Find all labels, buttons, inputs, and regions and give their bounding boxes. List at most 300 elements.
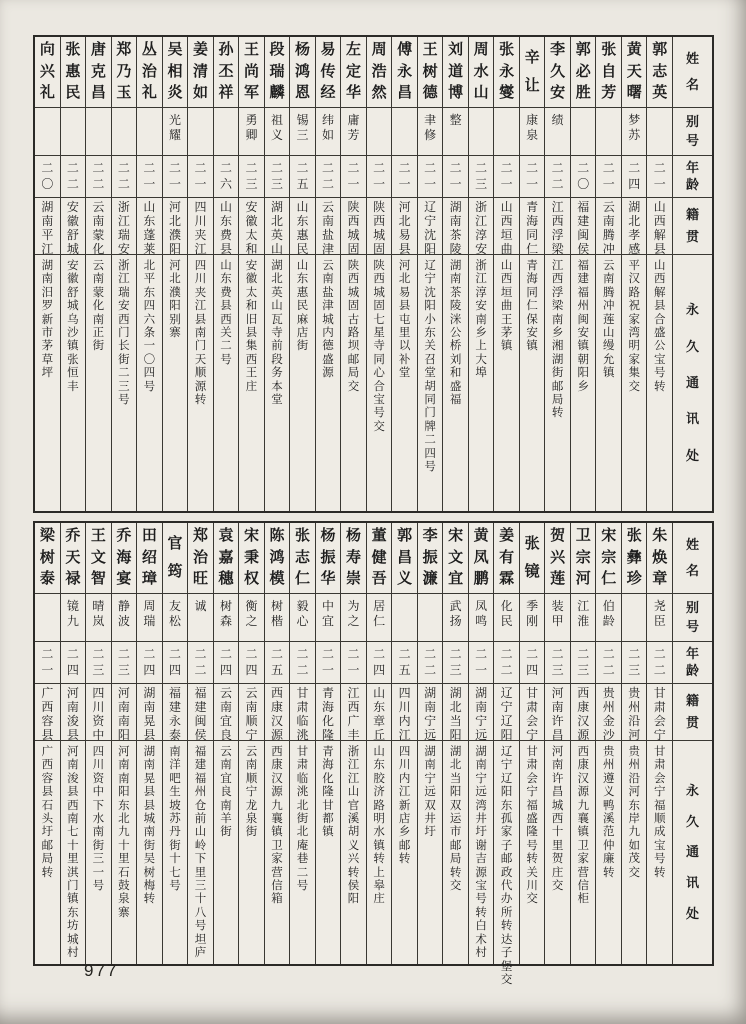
char: 顺: [653, 813, 666, 826]
char: 屯: [398, 313, 411, 326]
char: 二: [194, 647, 207, 662]
char: 河: [398, 260, 411, 272]
char: 三: [92, 663, 105, 677]
char: 海: [322, 759, 334, 772]
char: 山: [500, 200, 513, 214]
name-cell: [520, 37, 545, 107]
address-cell: [392, 254, 417, 511]
address-text: [450, 255, 462, 511]
char: 水: [373, 826, 385, 839]
char: 康: [526, 113, 539, 127]
char: 洣: [449, 313, 462, 326]
alias-text: [271, 108, 283, 155]
origin-cell: [494, 197, 519, 254]
age-text: [450, 642, 462, 683]
char: 固: [347, 241, 360, 256]
char: 江: [41, 241, 54, 256]
char: 隆: [322, 727, 335, 742]
char: 盛: [322, 353, 334, 366]
alias-cell: [137, 107, 162, 155]
char: 城: [143, 813, 156, 826]
char: 古: [347, 313, 360, 326]
address-cell: [596, 740, 621, 964]
origin-text: [686, 684, 699, 740]
name-text: [270, 37, 285, 107]
char: 东: [219, 213, 232, 228]
char: 乃: [116, 62, 132, 80]
age-cell: [469, 155, 494, 197]
char: 徽: [245, 273, 258, 286]
char: 天: [65, 548, 81, 566]
char: 贵: [602, 686, 615, 700]
alias-text: [143, 594, 155, 641]
char: 玉: [116, 84, 132, 102]
person-column: [417, 37, 443, 511]
address-text: [628, 741, 640, 964]
char: 务: [271, 367, 283, 380]
char: 湖: [271, 200, 284, 214]
char: 伯: [602, 599, 615, 613]
name-cell: [545, 37, 570, 107]
char: 源: [577, 727, 590, 742]
origin-cell: [443, 683, 468, 740]
address-text: [246, 741, 258, 964]
char: 店: [398, 813, 411, 826]
char: 营: [271, 866, 283, 879]
char: 浮: [551, 286, 564, 299]
char: 湖: [424, 746, 436, 758]
origin-cell: [188, 683, 213, 740]
name-text: [244, 37, 259, 107]
origin-cell: [622, 683, 647, 740]
origin-text: [424, 684, 436, 740]
person-column: [111, 523, 137, 964]
name-header-cell: [673, 523, 712, 593]
age-text: [220, 156, 232, 197]
char: 智: [90, 570, 106, 588]
char: 舒: [66, 227, 79, 242]
age-cell: [571, 641, 596, 683]
char: 二: [347, 161, 360, 176]
char: 淳: [475, 286, 487, 299]
age-text: [271, 642, 283, 683]
name-cell: [214, 37, 239, 107]
char: 七: [373, 313, 385, 326]
alias-text: [450, 108, 462, 155]
alias-text: [526, 108, 538, 155]
char: 南: [424, 699, 437, 714]
char: 二: [322, 647, 335, 662]
origin-cell: [418, 683, 443, 740]
char: 刘: [448, 41, 464, 59]
char: 福: [194, 772, 207, 785]
char: 郑: [192, 527, 208, 545]
address-text: [297, 255, 309, 511]
char: 隆: [526, 826, 538, 839]
address-cell: [188, 740, 213, 964]
origin-cell: [188, 197, 213, 254]
origin-text: [322, 198, 334, 254]
char: 宝: [653, 353, 666, 366]
age-text: [92, 156, 104, 197]
person-column: [238, 523, 264, 964]
char: 英: [652, 84, 668, 102]
char: 皋: [373, 880, 385, 893]
char: 县: [143, 786, 156, 799]
char: 南: [92, 313, 105, 326]
char: 下: [194, 853, 207, 866]
char: 祝: [628, 300, 640, 313]
char: 街: [169, 839, 181, 852]
char: 南: [92, 826, 105, 839]
char: 所: [500, 906, 513, 919]
origin-cell: [163, 683, 188, 740]
char: 阳: [117, 727, 130, 742]
char: 号: [220, 353, 232, 366]
char: 河: [66, 686, 79, 700]
char: 濂: [422, 570, 438, 588]
char: 湖: [271, 260, 283, 272]
char: 西: [653, 273, 666, 286]
char: 南: [118, 772, 130, 785]
name-text: [142, 523, 157, 593]
char: 广: [41, 746, 54, 758]
char: 康: [577, 759, 589, 772]
age-cell: [418, 641, 443, 683]
char: 云: [245, 746, 258, 758]
char: 北: [143, 260, 156, 272]
address-cell: [367, 740, 392, 964]
alias-cell: [290, 593, 315, 641]
char: 杨: [295, 41, 311, 59]
char: 十: [169, 853, 181, 866]
char: 阳: [347, 893, 360, 906]
char: 浙: [475, 200, 488, 214]
alias-text: [654, 594, 666, 641]
char: 广: [347, 713, 360, 728]
char: 沿: [628, 713, 641, 728]
char: 安: [117, 241, 130, 256]
age-cell: [367, 155, 392, 197]
char: 北: [449, 699, 462, 714]
address-cell: [61, 254, 86, 511]
char: 家: [577, 853, 589, 866]
alias-cell: [367, 107, 392, 155]
char: 莲: [602, 313, 615, 326]
char: 汉: [271, 772, 283, 785]
alias-cell: [469, 593, 494, 641]
char: 转: [194, 394, 207, 407]
char: 坝: [347, 340, 360, 353]
char: 邮: [41, 839, 54, 852]
char: 十: [194, 893, 207, 906]
char: 年: [685, 160, 699, 176]
char: 武: [449, 599, 462, 613]
char: 平: [41, 227, 54, 242]
char: 建: [194, 759, 207, 772]
char: 黄: [473, 527, 489, 545]
char: 远: [475, 727, 488, 742]
alias-cell: [137, 593, 162, 641]
address-text: [169, 741, 181, 964]
char: 一: [602, 177, 615, 191]
char: 义: [271, 127, 284, 142]
char: 镇: [322, 826, 334, 839]
char: 阳: [169, 300, 181, 313]
age-text: [603, 156, 615, 197]
char: 上: [373, 866, 385, 879]
char: 长: [118, 340, 130, 353]
char: 正: [92, 327, 105, 340]
char: 川: [526, 880, 538, 893]
char: 市: [449, 826, 462, 839]
age-cell: [239, 155, 264, 197]
char: 太: [245, 227, 258, 242]
char: 甲: [551, 613, 564, 628]
char: 顺: [245, 713, 258, 728]
char: 南: [219, 699, 232, 714]
char: 坦: [194, 933, 207, 946]
name-text: [601, 37, 616, 107]
name-text: [474, 523, 489, 593]
char: 浙: [475, 260, 487, 272]
char: 县: [398, 300, 411, 313]
char: 二: [475, 161, 488, 176]
age-text: [501, 156, 513, 197]
char: 寨: [118, 906, 130, 919]
char: 左: [346, 41, 362, 59]
char: 交: [500, 973, 513, 986]
char: 四: [194, 260, 207, 272]
name-cell: [188, 37, 213, 107]
char: 籍: [685, 207, 699, 223]
char: 信: [271, 880, 283, 893]
origin-cell: [545, 197, 570, 254]
char: 杨: [320, 527, 336, 545]
address-text: [526, 741, 538, 964]
origin-text: [526, 198, 538, 254]
age-text: [92, 642, 104, 683]
name-text: [295, 37, 310, 107]
char: 蒙: [92, 286, 105, 299]
age-text: [348, 156, 360, 197]
char: 甘: [526, 686, 539, 700]
char: 贺: [551, 853, 564, 866]
char: 北: [271, 273, 283, 286]
char: 交: [373, 420, 385, 433]
age-cell: [647, 641, 672, 683]
char: 河: [67, 746, 79, 758]
char: 张: [67, 353, 79, 366]
char: 权: [243, 570, 259, 588]
char: 二: [219, 647, 232, 662]
char: 化: [500, 599, 513, 613]
char: 云: [92, 200, 105, 214]
char: 模: [269, 570, 285, 588]
char: 濮: [169, 286, 181, 299]
char: 云: [92, 260, 105, 272]
char: 北: [398, 213, 411, 228]
char: 宁: [245, 727, 258, 742]
char: 湖: [424, 686, 437, 700]
alias-cell: [35, 593, 60, 641]
char: 邮: [398, 839, 411, 852]
char: 襄: [577, 813, 589, 826]
address-text: [552, 741, 564, 964]
char: 张: [626, 527, 642, 545]
char: 南: [41, 273, 54, 286]
char: 贵: [602, 746, 615, 758]
char: 青: [526, 260, 538, 272]
person-column: [570, 37, 596, 511]
char: 阳: [168, 241, 181, 256]
char: 张: [295, 527, 311, 545]
name-text: [91, 523, 106, 593]
char: 淇: [67, 866, 79, 879]
alias-cell: [571, 107, 596, 155]
char: 集: [245, 340, 258, 353]
age-cell: [341, 155, 366, 197]
char: 号: [118, 394, 130, 407]
char: 南: [92, 213, 105, 228]
origin-text: [194, 684, 206, 740]
char: 固: [373, 300, 385, 313]
char: 四: [168, 663, 181, 677]
char: 同: [424, 394, 436, 407]
age-cell: [545, 155, 570, 197]
alias-cell: [188, 107, 213, 155]
char: 家: [500, 826, 513, 839]
char: 同: [526, 286, 538, 299]
char: 庵: [296, 839, 309, 852]
char: 街: [143, 839, 156, 852]
address-text: [577, 255, 589, 511]
char: 会: [653, 713, 666, 728]
name-text: [397, 523, 412, 593]
origin-text: [399, 684, 411, 740]
char: 中: [92, 786, 105, 799]
char: 州: [577, 300, 589, 313]
address-text: [322, 741, 334, 964]
char: 心: [373, 367, 385, 380]
char: 辽: [500, 772, 513, 785]
char: 蓬: [143, 227, 156, 242]
alias-cell: [571, 593, 596, 641]
char: 昌: [551, 727, 564, 742]
char: 康: [271, 699, 284, 714]
name-cell: [290, 37, 315, 107]
name-text: [193, 37, 208, 107]
char: 丰: [67, 380, 79, 393]
char: 七: [67, 826, 79, 839]
char: 南: [143, 826, 156, 839]
alias-text: [245, 108, 257, 155]
address-text: [348, 255, 360, 511]
char: 内: [322, 327, 334, 340]
age-text: [475, 156, 487, 197]
person-column: [468, 523, 494, 964]
char: 张: [65, 41, 81, 59]
age-text: [297, 156, 309, 197]
origin-cell: [137, 197, 162, 254]
age-text: [654, 156, 666, 197]
char: 陈: [269, 527, 285, 545]
address-cell: [61, 740, 86, 964]
char: 四: [398, 746, 411, 758]
char: 辽: [500, 713, 513, 728]
origin-text: [654, 198, 666, 254]
char: 源: [271, 786, 283, 799]
char: 树: [271, 599, 284, 613]
char: 西: [271, 686, 284, 700]
age-cell: [367, 641, 392, 683]
char: 辽: [500, 686, 513, 700]
origin-text: [603, 684, 615, 740]
char: 化: [322, 772, 334, 785]
alias-text: [271, 594, 283, 641]
name-text: [372, 523, 387, 593]
alias-text: [322, 108, 334, 155]
char: 一: [92, 866, 105, 879]
origin-cell: [265, 197, 290, 254]
address-text: [399, 741, 411, 964]
char: 二: [194, 161, 207, 176]
name-header-cell: [673, 37, 712, 107]
char: 一: [347, 177, 360, 191]
name-text: [423, 523, 438, 593]
char: 之: [347, 613, 360, 628]
address-cell: [265, 254, 290, 511]
char: 宜: [219, 713, 232, 728]
char: 波: [117, 613, 130, 628]
char: 华: [346, 84, 362, 102]
char: 西: [347, 213, 360, 228]
char: 茶: [449, 286, 462, 299]
char: 博: [448, 84, 464, 102]
alias-cell: [596, 593, 621, 641]
char: 柜: [577, 893, 589, 906]
name-text: [244, 523, 259, 593]
alias-cell: [443, 107, 468, 155]
char: 易: [398, 227, 411, 242]
char: 县: [66, 727, 79, 742]
age-cell: [392, 155, 417, 197]
name-cell: [214, 523, 239, 593]
name-text: [321, 37, 336, 107]
address-text: [628, 255, 640, 511]
address-text: [577, 741, 589, 964]
char: 七: [169, 866, 181, 879]
char: 二: [143, 647, 156, 662]
char: 振: [320, 548, 336, 566]
char: 英: [271, 286, 283, 299]
char: 青: [322, 746, 334, 758]
person-column: [366, 37, 392, 511]
char: 一: [449, 177, 462, 191]
name-cell: [443, 523, 468, 593]
char: 河: [628, 727, 641, 742]
char: 辽: [424, 260, 436, 272]
char: 湖: [143, 686, 156, 700]
char: 李: [550, 41, 566, 59]
char: 一: [347, 663, 360, 677]
char: 唐: [90, 41, 106, 59]
name-text: [346, 523, 361, 593]
char: 安: [475, 241, 488, 256]
char: 许: [551, 713, 564, 728]
char: 局: [347, 367, 360, 380]
age-text: [322, 156, 334, 197]
